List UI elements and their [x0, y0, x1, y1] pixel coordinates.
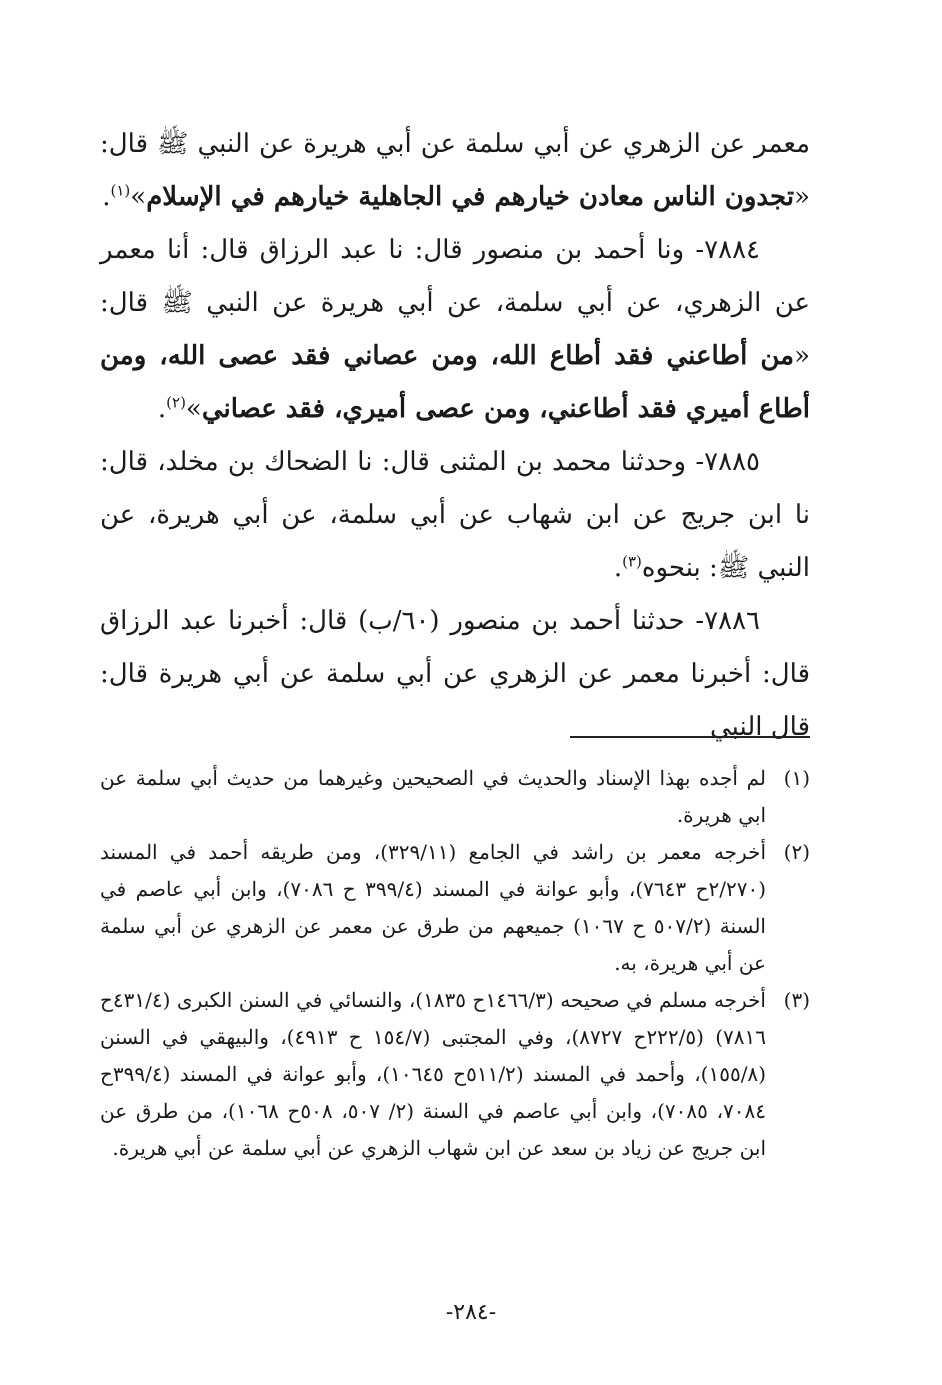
paragraph-text: معمر عن الزهري عن أبي سلمة عن أبي هريرة عن النبي ﷺ قال: « [100, 129, 810, 212]
quote-close: » [130, 182, 147, 212]
paragraph-end: . [613, 553, 623, 583]
footnotes-section [100, 760, 810, 1167]
hadith-paragraph-7885 [100, 436, 810, 595]
paragraph-text: ٧٨٨٤- ونا أحمد بن منصور قال: نا عبد الرزاق قال: أنا معمر عن الزهري، عن أبي سلمة، عن أبي هريرة عن النبي ﷺ قال: « [100, 235, 810, 371]
footnote-2 [100, 834, 810, 982]
footnote-ref-3[interactable]: (٣) [622, 552, 642, 571]
paragraph-text: ٧٨٨٥- وحدثنا محمد بن المثنى قال: نا الضحاك بن مخلد، قال: نا ابن جريج عن ابن شهاب عن أبي سلمة، عن أبي هريرة، عن النبي ﷺ: بنحوه [100, 447, 810, 583]
footnote-3 [100, 982, 810, 1167]
hadith-quote: تجدون الناس معادن خيارهم في الجاهلية خيارهم في الإسلام [146, 182, 795, 212]
paragraph-end: . [102, 182, 111, 212]
paragraph-text: ٧٨٨٦- حدثنا أحمد بن منصور (٦٠/ب) قال: أخبرنا عبد الرزاق قال: أخبرنا معمر عن الزهري عن أبي سلمة عن أبي هريرة قال: قال النبي [100, 606, 810, 742]
footnote-divider [570, 736, 810, 738]
footnote-number: (٢) [783, 840, 810, 864]
footnote-1 [100, 760, 810, 834]
footnote-text: أخرجه مسلم في صحيحه (١٤٦٦/٣ح ١٨٣٥)، والنسائي في السنن الكبرى (٤٣١/٤ح ٧٨١٦) (٢٢٢/٥ح ٨٧٢٧)، وفي المجتبى (١٥٤/٧ ح ٤٩١٣)، والبيهقي في السنن (١٥٥/٨)، وأحمد في المسند (٥١١/٢ح ١٠٦٤٥)، وأبو عوانة في المسند (٣٩٩/٤ح ٧٠٨٤، ٧٠٨٥)، وابن أبي عاصم في السنة (٢/ ٥٠٧، ٥٠٨ح ١٠٦٨)، من طرق عن ابن جريج عن زياد بن سعد عن ابن شهاب الزهري عن أبي سلمة عن أبي هريرة. [100, 988, 767, 1160]
paragraph-end: . [157, 394, 167, 424]
footnote-text: لم أجده بهذا الإسناد والحديث في الصحيحين وغيرهما من حديث أبي سلمة عن ابي هريرة. [100, 766, 766, 827]
footnote-ref-1[interactable]: (١) [110, 181, 131, 200]
footnote-number: (١) [783, 766, 810, 790]
hadith-quote: من أطاعني فقد أطاع الله، ومن عصاني فقد عصى الله، ومن أطاع أميري فقد أطاعني، ومن عصى أميري، فقد عصاني [100, 341, 810, 424]
main-text [100, 118, 810, 754]
footnote-text: أخرجه معمر بن راشد في الجامع (٣٢٩/١١)، ومن طريقه أحمد في المسند (٢/٢٧٠ح ٧٦٤٣)، وأبو عوانة في المسند (٣٩٩/٤ ح ٧٠٨٦)، وابن أبي عاصم في السنة (٥٠٧/٢ ح ١٠٦٧) جميعهم من طرق عن معمر عن الزهري عن أبي سلمة عن أبي هريرة، به. [100, 840, 767, 975]
hadith-paragraph-7884 [100, 224, 810, 436]
hadith-paragraph-1 [100, 118, 810, 224]
quote-close: » [185, 394, 202, 424]
footnote-number: (٣) [783, 988, 810, 1012]
hadith-paragraph-7886 [100, 595, 810, 754]
footnote-ref-2[interactable]: (٢) [166, 393, 186, 412]
page-body [100, 118, 810, 754]
page-number: -٢٨٤- [445, 1300, 497, 1325]
